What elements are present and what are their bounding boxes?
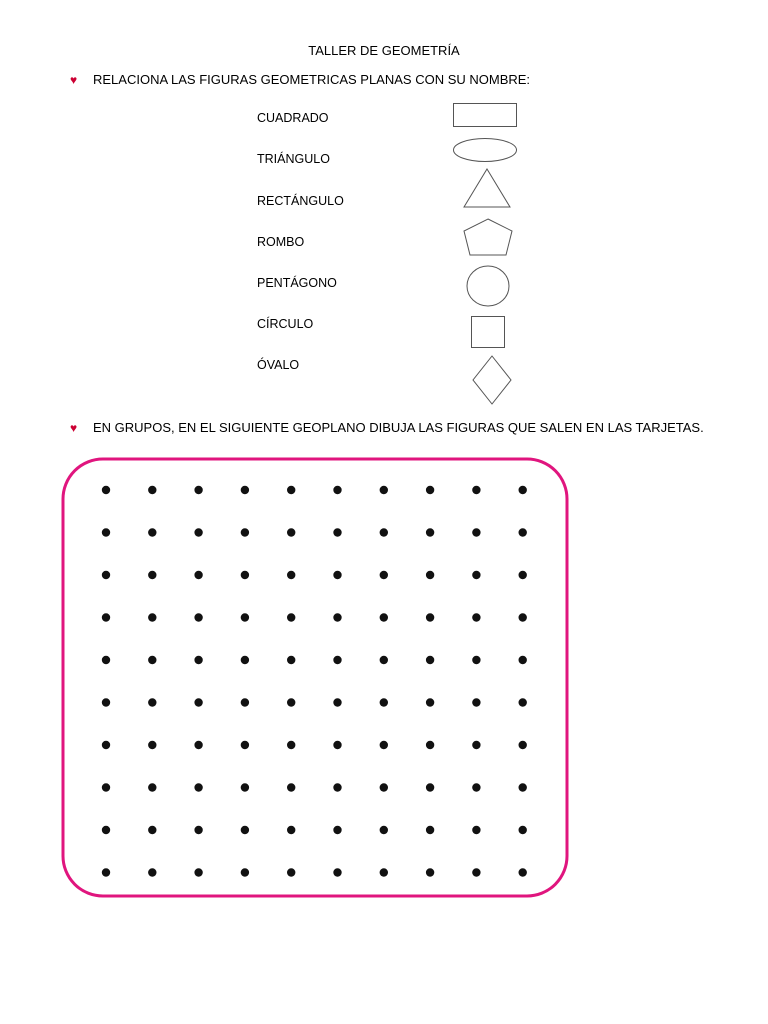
geoplano-peg[interactable] [287, 486, 295, 494]
geoplano-peg[interactable] [426, 486, 434, 494]
geoplano-peg[interactable] [194, 868, 202, 876]
geoplano-peg[interactable] [194, 783, 202, 791]
geoplano-peg[interactable] [194, 826, 202, 834]
geoplano-peg[interactable] [194, 656, 202, 664]
instruction-1 [70, 72, 530, 87]
geoplano-peg[interactable] [102, 571, 110, 579]
geoplano-peg[interactable] [102, 486, 110, 494]
geoplano-peg[interactable] [380, 528, 388, 536]
heart-bullet-icon: ♥ [70, 421, 78, 435]
geoplano-peg[interactable] [472, 783, 480, 791]
heart-bullet-icon: ♥ [70, 73, 78, 87]
geoplano-peg[interactable] [380, 698, 388, 706]
square-shape-icon [468, 313, 508, 351]
geoplano-peg[interactable] [102, 528, 110, 536]
geoplano-peg[interactable] [519, 656, 527, 664]
geoplano-peg[interactable] [426, 868, 434, 876]
geoplano-peg[interactable] [519, 868, 527, 876]
geoplano-peg[interactable] [426, 528, 434, 536]
geoplano-peg[interactable] [380, 826, 388, 834]
geoplano-peg[interactable] [102, 656, 110, 664]
geoplano-peg[interactable] [241, 571, 249, 579]
geoplano-peg[interactable] [287, 698, 295, 706]
geoplano-peg[interactable] [519, 486, 527, 494]
geoplano-peg[interactable] [380, 613, 388, 621]
geoplano-board[interactable] [60, 456, 570, 900]
geoplano-peg[interactable] [287, 783, 295, 791]
geoplano-peg[interactable] [380, 656, 388, 664]
geoplano-peg[interactable] [194, 613, 202, 621]
geoplano-peg[interactable] [287, 613, 295, 621]
geoplano-peg[interactable] [472, 613, 480, 621]
geoplano-peg[interactable] [102, 783, 110, 791]
shape-name-ovalo: ÓVALO [257, 358, 300, 372]
geoplano-peg[interactable] [148, 528, 156, 536]
geoplano-peg[interactable] [241, 783, 249, 791]
geoplano-peg[interactable] [472, 868, 480, 876]
worksheet-title: TALLER DE GEOMETRÍA [308, 43, 460, 58]
shape-name-pentagono: PENTÁGONO [257, 276, 337, 290]
geoplano-peg[interactable] [102, 826, 110, 834]
circle-shape-icon [464, 263, 512, 309]
geoplano-peg[interactable] [333, 868, 341, 876]
geoplano-peg[interactable] [333, 571, 341, 579]
geoplano-peg[interactable] [380, 571, 388, 579]
geoplano-peg[interactable] [241, 528, 249, 536]
geoplano-peg[interactable] [148, 486, 156, 494]
geoplano-peg[interactable] [241, 486, 249, 494]
geoplano-peg[interactable] [426, 656, 434, 664]
oval-shape-icon [450, 136, 520, 164]
geoplano-peg[interactable] [380, 868, 388, 876]
geoplano-peg[interactable] [472, 698, 480, 706]
geoplano-peg[interactable] [241, 613, 249, 621]
instruction-2 [70, 420, 704, 435]
geoplano-peg[interactable] [148, 783, 156, 791]
geoplano-peg[interactable] [287, 528, 295, 536]
shape-name-circulo: CÍRCULO [257, 317, 314, 331]
triangle-shape-icon [460, 166, 514, 210]
geoplano-dots[interactable] [102, 486, 527, 877]
geoplano-peg[interactable] [333, 698, 341, 706]
rhombus-shape-icon [469, 353, 515, 407]
geoplano-peg[interactable] [148, 868, 156, 876]
shape-name-cuadrado: CUADRADO [257, 111, 329, 125]
geoplano-border [63, 459, 567, 896]
geoplano-peg[interactable] [287, 656, 295, 664]
geoplano-peg[interactable] [519, 571, 527, 579]
shape-name-triangulo: TRIÁNGULO [257, 152, 330, 166]
geoplano-peg[interactable] [472, 656, 480, 664]
geoplano-peg[interactable] [472, 826, 480, 834]
geoplano-peg[interactable] [472, 571, 480, 579]
geoplano-peg[interactable] [380, 741, 388, 749]
geoplano-peg[interactable] [333, 826, 341, 834]
geoplano-peg[interactable] [148, 656, 156, 664]
geoplano-peg[interactable] [287, 741, 295, 749]
geoplano-peg[interactable] [148, 571, 156, 579]
geoplano-peg[interactable] [426, 698, 434, 706]
geoplano-peg[interactable] [148, 613, 156, 621]
geoplano-peg[interactable] [148, 698, 156, 706]
geoplano-peg[interactable] [148, 741, 156, 749]
geoplano-peg[interactable] [333, 741, 341, 749]
geoplano-peg[interactable] [102, 741, 110, 749]
geoplano-peg[interactable] [102, 613, 110, 621]
instruction-2-text: EN GRUPOS, EN EL SIGUIENTE GEOPLANO DIBUJA LAS FIGURAS QUE SALEN EN LAS TARJETAS. [93, 420, 704, 435]
geoplano-peg[interactable] [519, 741, 527, 749]
geoplano-peg[interactable] [241, 741, 249, 749]
geoplano-peg[interactable] [241, 698, 249, 706]
geoplano-peg[interactable] [333, 528, 341, 536]
geoplano-peg[interactable] [102, 868, 110, 876]
geoplano-peg[interactable] [333, 656, 341, 664]
geoplano-peg[interactable] [380, 783, 388, 791]
geoplano-peg[interactable] [426, 826, 434, 834]
geoplano-peg[interactable] [426, 741, 434, 749]
geoplano-peg[interactable] [426, 613, 434, 621]
rectangle-shape-icon [450, 100, 520, 130]
geoplano-peg[interactable] [519, 698, 527, 706]
geoplano-peg[interactable] [426, 783, 434, 791]
geoplano-peg[interactable] [194, 698, 202, 706]
geoplano-peg[interactable] [287, 868, 295, 876]
geoplano-peg[interactable] [241, 656, 249, 664]
geoplano-peg[interactable] [194, 571, 202, 579]
geoplano-peg[interactable] [287, 826, 295, 834]
geoplano-peg[interactable] [287, 571, 295, 579]
pentagon-shape-icon [460, 216, 516, 260]
geoplano-peg[interactable] [519, 613, 527, 621]
geoplano-peg[interactable] [194, 486, 202, 494]
instruction-1-text: RELACIONA LAS FIGURAS GEOMETRICAS PLANAS CON SU NOMBRE: [93, 72, 531, 87]
geoplano-peg[interactable] [472, 741, 480, 749]
geoplano-peg[interactable] [380, 486, 388, 494]
geoplano-peg[interactable] [333, 613, 341, 621]
geoplano-peg[interactable] [241, 868, 249, 876]
geoplano-peg[interactable] [148, 826, 156, 834]
geoplano-peg[interactable] [426, 571, 434, 579]
geoplano-peg[interactable] [519, 783, 527, 791]
shape-name-rectangulo: RECTÁNGULO [257, 194, 344, 208]
geoplano-peg[interactable] [472, 486, 480, 494]
geoplano-peg[interactable] [102, 698, 110, 706]
geoplano-peg[interactable] [519, 528, 527, 536]
geoplano-peg[interactable] [194, 528, 202, 536]
geoplano-peg[interactable] [194, 741, 202, 749]
geoplano-peg[interactable] [472, 528, 480, 536]
geoplano-peg[interactable] [333, 783, 341, 791]
geoplano-peg[interactable] [333, 486, 341, 494]
geoplano-peg[interactable] [241, 826, 249, 834]
geoplano-peg[interactable] [519, 826, 527, 834]
shape-name-rombo: ROMBO [257, 235, 305, 249]
